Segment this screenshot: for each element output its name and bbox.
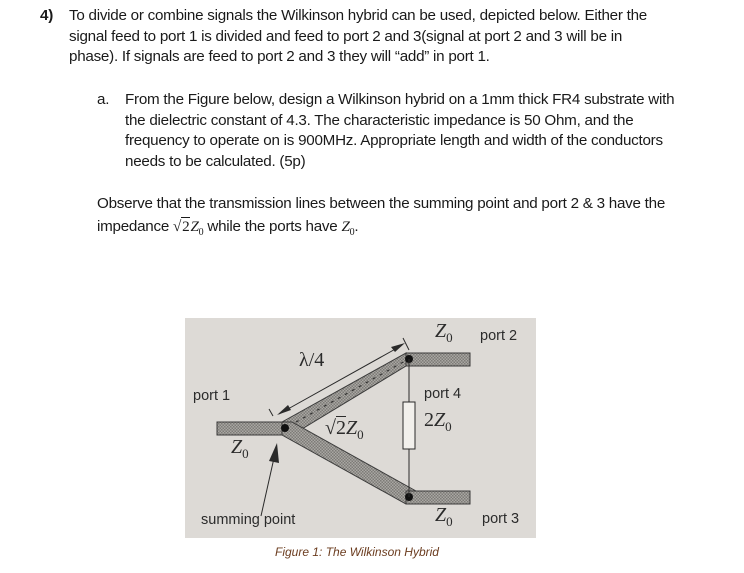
port4-label: port 4	[424, 386, 462, 402]
question-4	[40, 6, 730, 68]
question-line-2: signal feed to port 1 is divided and feed to port 2 and 3(signal at port 2 and 3 will be in	[69, 27, 623, 45]
port3-impedance-label: $Z_0$	[435, 504, 453, 529]
sub-question-line-2: the dielectric constant of 4.3. The characteristic impedance is 50 Ohm, and the	[125, 111, 634, 129]
summing-junction-dot	[281, 424, 289, 432]
isolation-resistor	[403, 402, 415, 449]
question-line-1: To divide or combine signals the Wilkinson hybrid can be used, depicted below. Either the	[69, 7, 647, 24]
sub-question-a	[97, 90, 717, 172]
observation-paragraph	[97, 192, 717, 244]
impedance-symbol: $Z_0$	[190, 218, 204, 239]
figure-caption: Figure 1: The Wilkinson Hybrid	[275, 545, 439, 559]
lambda-quarter-label: λ/4	[299, 349, 325, 371]
port2-trace	[406, 353, 470, 366]
port3-trace	[406, 491, 470, 504]
sqrt-symbol: √	[173, 218, 182, 235]
sqrt-argument: 2	[182, 218, 190, 235]
question-number: 4)	[40, 7, 54, 24]
port1-impedance-label: $Z_0$	[231, 436, 249, 461]
port2-impedance-label: $Z_0$	[435, 320, 453, 345]
summing-point-label: summing point	[201, 512, 296, 528]
question-line-3: phase). If signals are feed to port 2 and 3 they will “add” in port 1.	[69, 48, 490, 65]
port-impedance-symbol: $Z_0$	[341, 218, 355, 239]
summing-point-pointer	[261, 458, 274, 516]
wilkinson-hybrid-figure	[185, 318, 536, 538]
question-text	[69, 6, 730, 68]
observation-line-2: impedance $√2Z_0$ while the ports have $Z_0$.	[97, 218, 359, 239]
observation-line-1: Observe that the transmission lines between the summing point and port 2 & 3 have the	[97, 195, 666, 212]
port2-label: port 2	[480, 328, 518, 344]
port1-label: port 1	[193, 388, 231, 404]
port3-label: port 3	[482, 511, 520, 527]
sub-question-label: a.	[97, 91, 110, 108]
sub-question-line-1: From the Figure below, design a Wilkinson hybrid on a 1mm thick FR4 substrate with	[125, 91, 675, 108]
sub-question-text	[125, 90, 717, 172]
port1-trace	[217, 422, 282, 435]
sub-question-line-3: frequency to operate on is 900MHz. Appropriate length and width of the conductors	[125, 132, 663, 149]
sub-question-line-4: needs to be calculated. (5p)	[125, 152, 306, 170]
resistor-value-label: $2Z_0$	[424, 409, 452, 434]
arm-impedance-label: $√2Z_0$	[325, 417, 364, 442]
